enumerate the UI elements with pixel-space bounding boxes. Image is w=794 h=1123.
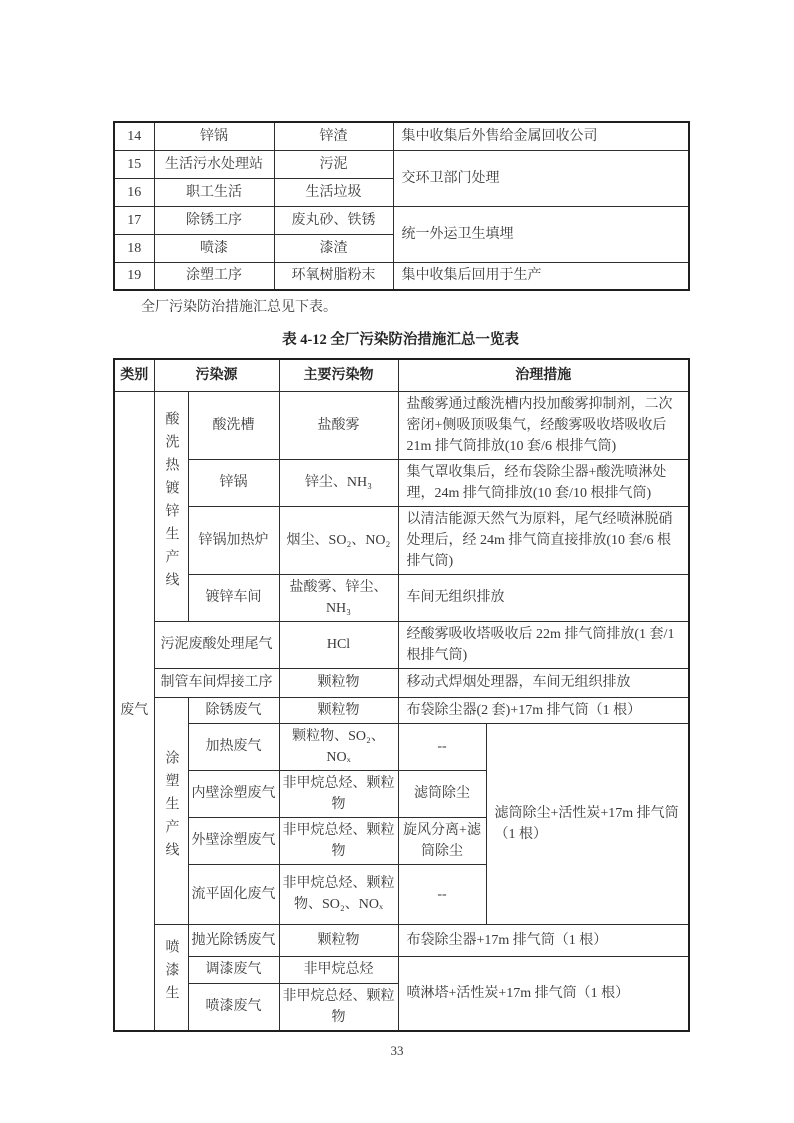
pollution-control-table [113,358,690,1032]
treatment-cell: 移动式焊烟处理器，车间无组织排放 [398,668,689,697]
body-paragraph: 全厂污染防治措施汇总见下表。 [141,300,337,315]
pollutant-cell: 非甲烷总烃 [279,956,398,983]
table-header-row [114,359,689,391]
table-row [114,697,689,723]
source-cell: 锌锅 [154,122,274,150]
source-cell: 生活污水处理站 [154,150,274,178]
source-cell: 内壁涂塑废气 [188,770,279,817]
pollutant-cell: 锌尘、NH₃ [279,459,398,506]
row-number: 14 [114,122,154,150]
pollutant-cell: 漆渣 [274,234,393,262]
pollutant-cell: 盐酸雾、锌尘、NH₃ [279,574,398,621]
pollutant-cell: 颗粒物 [279,924,398,956]
pollutant-cell: 环氧树脂粉末 [274,262,393,290]
pollutant-cell: 非甲烷总烃、颗粒物、SO₂、NOₓ [279,864,398,924]
treatment-cell: 喷淋塔+活性炭+17m 排气筒（1 根） [398,956,689,1031]
header-source: 污染源 [154,359,279,391]
group-label-cell [154,391,188,621]
header-pollutant: 主要污染物 [279,359,398,391]
header-treatment: 治理措施 [398,359,689,391]
table-row [114,621,689,668]
row-number: 17 [114,206,154,234]
table-row [114,668,689,697]
vertical-group-label: 酸洗热镀锌生产线 [163,410,179,595]
source-cell: 流平固化废气 [188,864,279,924]
pollutant-cell: 锌渣 [274,122,393,150]
row-number: 19 [114,262,154,290]
pollutant-cell: 盐酸雾 [279,391,398,459]
treatment-cell: 集中收集后回用于生产 [393,262,689,290]
table-caption: 表 4-12 全厂污染防治措施汇总一览表 [282,332,519,348]
pollutant-cell: 非甲烷总烃、颗粒物 [279,983,398,1031]
source-cell: 喷漆 [154,234,274,262]
source-cell: 加热废气 [188,723,279,770]
table-row [114,956,689,983]
table-row [114,924,689,956]
source-cell: 职工生活 [154,178,274,206]
pollutant-cell: 非甲烷总烃、颗粒物 [279,770,398,817]
waste-summary-table [113,121,690,291]
group-label-cell [154,924,188,1031]
pollutant-cell: HCl [279,621,398,668]
source-cell: 除锈废气 [188,697,279,723]
source-cell: 喷漆废气 [188,983,279,1031]
treatment-cell: 集气罩收集后，经布袋除尘器+酸洗喷淋处理，24m 排气筒排放(10 套/10 根排气筒) [398,459,689,506]
row-number: 16 [114,178,154,206]
header-category: 类别 [114,359,154,391]
pollutant-cell: 生活垃圾 [274,178,393,206]
treatment-cell: 统一外运卫生填埋 [393,206,689,262]
pollutant-cell: 颗粒物 [279,668,398,697]
source-cell: 涂塑工序 [154,262,274,290]
source-cell: 酸洗槽 [188,391,279,459]
pollutant-cell: 颗粒物、SO₂、NOₓ [279,723,398,770]
treatment-cell: 盐酸雾通过酸洗槽内投加酸雾抑制剂，二次密闭+侧吸顶吸集气，经酸雾吸收塔吸收后21m 排气筒排放(10 套/6 根排气筒) [398,391,689,459]
table-row [114,506,689,574]
treatment-cell: 集中收集后外售给金属回收公司 [393,122,689,150]
page-number: 33 [390,1043,404,1058]
table-row [114,206,689,234]
source-cell: 锌锅加热炉 [188,506,279,574]
pollutant-cell: 颗粒物 [279,697,398,723]
pre-treatment-cell: 旋风分离+滤筒除尘 [398,817,486,864]
vertical-group-label: 涂塑生产线 [163,749,179,865]
source-cell: 外壁涂塑废气 [188,817,279,864]
source-cell: 除锈工序 [154,206,274,234]
pollutant-cell: 烟尘、SO₂、NO₂ [279,506,398,574]
treatment-cell: 布袋除尘器(2 套)+17m 排气筒（1 根） [398,697,689,723]
source-cell: 镀锌车间 [188,574,279,621]
source-cell: 污泥废酸处理尾气 [154,621,279,668]
vertical-group-label: 喷漆生 [163,939,179,1008]
pollutant-cell: 污泥 [274,150,393,178]
pollutant-cell: 废丸砂、铁锈 [274,206,393,234]
pre-treatment-cell: -- [398,723,486,770]
table-row [114,262,689,290]
treatment-cell: 滤筒除尘+活性炭+17m 排气筒（1 根） [486,723,689,924]
treatment-cell: 布袋除尘器+17m 排气筒（1 根） [398,924,689,956]
source-cell: 抛光除锈废气 [188,924,279,956]
treatment-cell: 交环卫部门处理 [393,150,689,206]
row-number: 18 [114,234,154,262]
source-cell: 调漆废气 [188,956,279,983]
pre-treatment-cell: -- [398,864,486,924]
treatment-cell: 车间无组织排放 [398,574,689,621]
row-number: 15 [114,150,154,178]
pre-treatment-cell: 滤筒除尘 [398,770,486,817]
pollutant-cell: 非甲烷总烃、颗粒物 [279,817,398,864]
table-row [114,723,689,770]
group-label-cell [154,697,188,924]
category-cell: 废气 [114,391,154,1031]
treatment-cell: 以清洁能源天然气为原料，尾气经喷淋脱硝处理后，经 24m 排气筒直接排放(10 套/6 根排气筒) [398,506,689,574]
source-cell: 锌锅 [188,459,279,506]
source-cell: 制管车间焊接工序 [154,668,279,697]
table-row [114,574,689,621]
table-row [114,459,689,506]
table-row [114,122,689,150]
table-row [114,150,689,178]
treatment-cell: 经酸雾吸收塔吸收后 22m 排气筒排放(1 套/1 根排气筒) [398,621,689,668]
table-row [114,391,689,459]
